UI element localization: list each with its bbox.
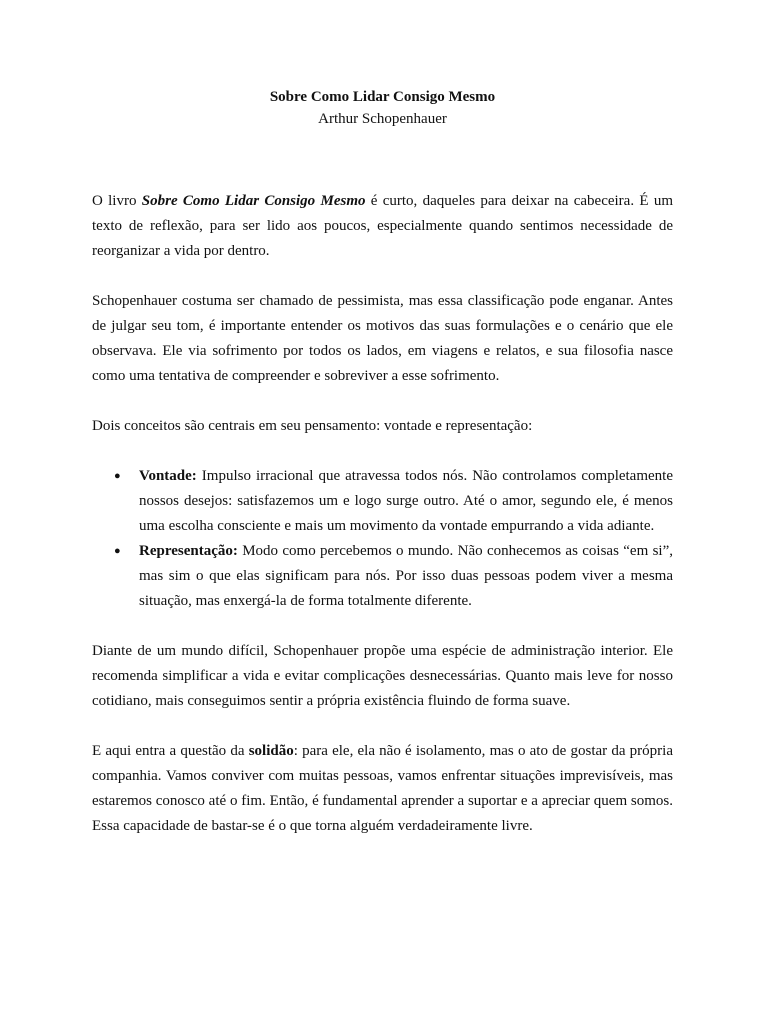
spacer	[92, 714, 673, 739]
concept-term: Representação:	[139, 543, 238, 559]
list-item-vontade	[92, 464, 673, 539]
concept-definition: Impulso irracional que atravessa todos nós. Não controlamos completamente nossos desejos: satisfazemos um e logo surge outro. Até o amor, segundo ele, é menos uma escolha consciente e mais um movimento da vontade empurrando a vida adiante.	[139, 468, 673, 534]
paragraph-pessimism: Schopenhauer costuma ser chamado de pessimista, mas essa classificação pode enganar. Antes de julgar seu tom, é importante entender os motivos das suas formulações e o cenário que ele observava. Ele via sofrimento por todos os lados, em viagens e relatos, e sua filosofia nasce como uma tentativa de compreender e sobreviver a esse sofrimento.	[92, 293, 673, 384]
text-run: : para ele, ela não é isolamento, mas o ato de gostar da própria companhia. Vamos conviver com muitas pessoas, vamos enfrentar situações imprevisíveis, mas estaremos conosco até o fim. Então, é fundamental aprender a suportar e a apreciar quem somos. Essa capacidade de bastar-se é o que torna alguém verdadeiramente livre.	[92, 743, 673, 834]
concept-term: Vontade:	[139, 468, 197, 484]
paragraph-concepts-intro: Dois conceitos são centrais em seu pensamento: vontade e representação:	[92, 418, 533, 434]
list-item-representacao	[92, 539, 673, 614]
spacer	[92, 439, 673, 464]
paragraph-solitude	[92, 739, 673, 839]
spacer	[92, 264, 673, 289]
text-run: O livro	[92, 193, 142, 209]
document-page	[92, 86, 673, 839]
text-run: E aqui entra a questão da	[92, 743, 249, 759]
document-title: Sobre Como Lidar Consigo Mesmo	[269, 89, 496, 105]
bullet-icon: ●	[114, 545, 121, 557]
concepts-list	[92, 464, 673, 614]
spacer	[92, 130, 673, 189]
concept-definition: Modo como percebemos o mundo. Não conhecemos as coisas “em si”, mas sim o que elas significam para nós. Por isso duas pessoas podem viver a mesma situação, mas enxergá-la de forma totalmente diferente.	[139, 543, 673, 609]
spacer	[92, 389, 673, 414]
paragraph-intro	[92, 189, 673, 264]
bullet-icon: ●	[114, 470, 121, 482]
document-author: Arthur Schopenhauer	[318, 111, 447, 127]
book-title-emphasis: Sobre Como Lidar Consigo Mesmo	[141, 193, 366, 209]
text-run: é curto, daqueles para deixar na cabeceira. É um texto de reflexão, para ser lido aos poucos, especialmente quando sentimos necessidade de reorganizar a vida por dentro.	[92, 193, 673, 259]
solitude-emphasis: solidão	[248, 743, 294, 759]
spacer	[92, 614, 673, 639]
paragraph-administration: Diante de um mundo difícil, Schopenhauer propõe uma espécie de administração interior. Ele recomenda simplificar a vida e evitar complicações desnecessárias. Quanto mais leve for nosso cotidiano, mais conseguimos sentir a própria existência fluindo de forma suave.	[92, 643, 673, 709]
